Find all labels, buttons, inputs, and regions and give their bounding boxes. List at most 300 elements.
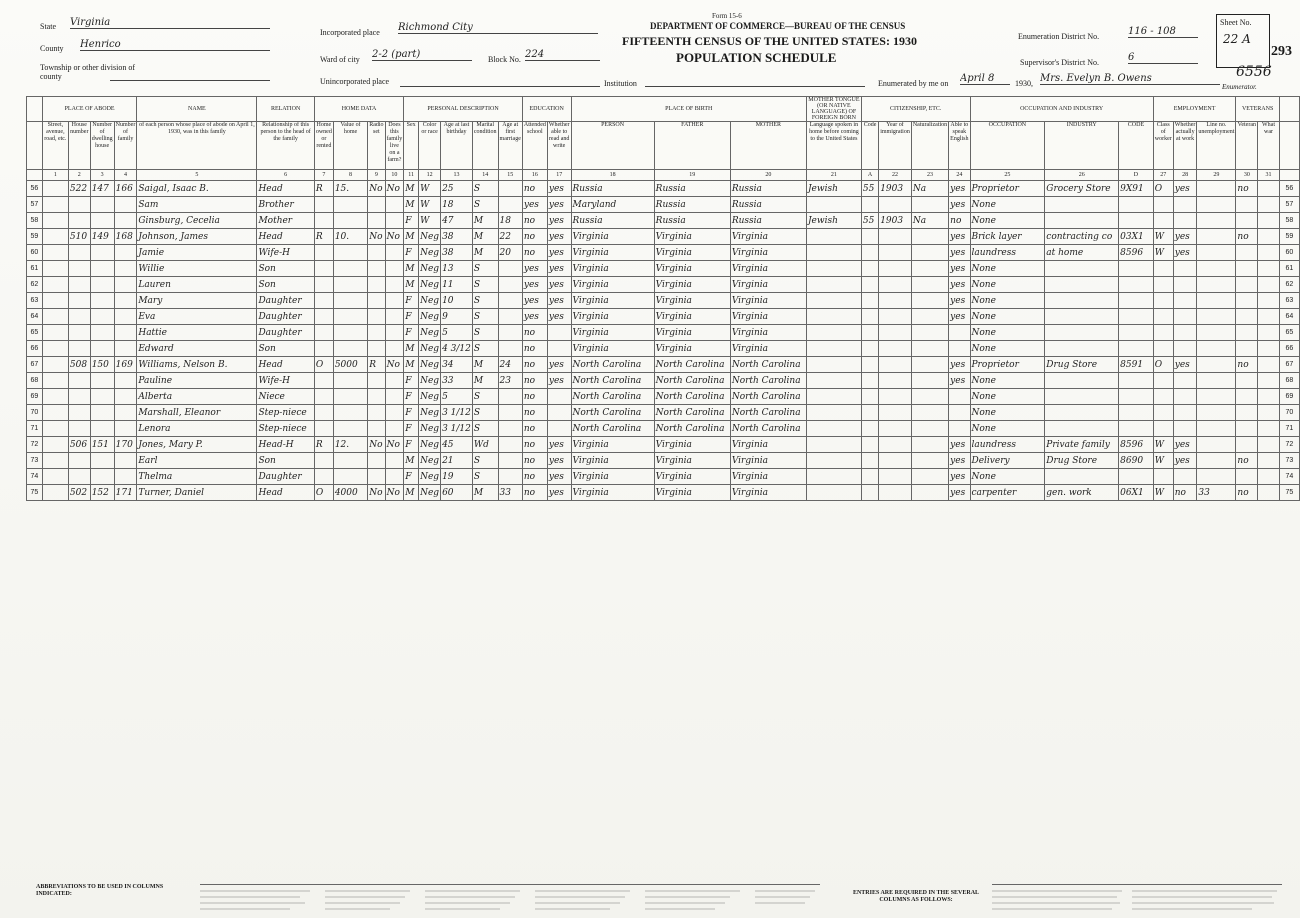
at-work-cell xyxy=(1173,341,1197,357)
family-number-cell xyxy=(114,213,137,229)
school-cell: no xyxy=(522,357,547,373)
age-cell: 3 1/12 xyxy=(441,421,473,437)
family-number-cell: 168 xyxy=(114,229,137,245)
column-number xyxy=(27,170,43,181)
race-cell: Neg xyxy=(419,341,441,357)
race-cell: Neg xyxy=(419,309,441,325)
code-cell xyxy=(861,245,878,261)
code-cell xyxy=(861,421,878,437)
occupation-code-cell xyxy=(1119,341,1154,357)
line-number: 73 xyxy=(27,453,43,469)
column-number xyxy=(1279,170,1299,181)
mother-birthplace-cell: Virginia xyxy=(730,293,806,309)
dwelling-number-cell xyxy=(90,389,114,405)
radio-cell xyxy=(368,277,385,293)
abbreviations-text-lines xyxy=(200,885,820,913)
war-cell xyxy=(1258,181,1280,197)
sex-cell: F xyxy=(404,293,419,309)
literacy-cell: yes xyxy=(547,197,571,213)
unemployment-line-cell xyxy=(1197,341,1236,357)
street-cell xyxy=(42,229,68,245)
relation-cell: Brother xyxy=(257,197,314,213)
occupation-code-cell xyxy=(1119,261,1154,277)
radio-cell: R xyxy=(368,357,385,373)
home-tenure-cell xyxy=(314,309,333,325)
column-header: of each person whose place of abode on April 1, 1930, was in this family xyxy=(137,122,257,170)
column-number: 1 xyxy=(42,170,68,181)
father-birthplace-cell: Virginia xyxy=(654,261,730,277)
speaks-english-cell: yes xyxy=(949,357,970,373)
war-cell xyxy=(1258,341,1280,357)
dwelling-number-cell: 150 xyxy=(90,357,114,373)
war-cell xyxy=(1258,373,1280,389)
industry-cell xyxy=(1045,405,1119,421)
column-header: Does this family live on a farm? xyxy=(385,122,404,170)
birthplace-cell: Russia xyxy=(571,213,654,229)
age-cell: 5 xyxy=(441,325,473,341)
literacy-cell: yes xyxy=(547,357,571,373)
line-number: 71 xyxy=(27,421,43,437)
birthplace-cell: North Carolina xyxy=(571,405,654,421)
home-value-cell: 12. xyxy=(333,437,367,453)
column-number: 24 xyxy=(949,170,970,181)
war-cell xyxy=(1258,213,1280,229)
house-number-cell xyxy=(68,341,90,357)
farm-cell xyxy=(385,453,404,469)
stamp-number: 293 xyxy=(1271,44,1292,59)
speaks-english-cell: no xyxy=(949,213,970,229)
unincorporated-line xyxy=(400,86,600,87)
age-first-marriage-cell: 24 xyxy=(498,357,522,373)
dwelling-number-cell xyxy=(90,261,114,277)
occupation-cell: None xyxy=(970,389,1045,405)
literacy-cell: yes xyxy=(547,261,571,277)
relation-cell: Head xyxy=(257,485,314,501)
column-number: 22 xyxy=(879,170,912,181)
naturalization-cell xyxy=(911,421,948,437)
line-number-right: 59 xyxy=(1279,229,1299,245)
home-value-cell xyxy=(333,373,367,389)
column-header: Age at first marriage xyxy=(498,122,522,170)
radio-cell xyxy=(368,469,385,485)
dwelling-number-cell xyxy=(90,405,114,421)
mother-tongue-cell xyxy=(806,309,861,325)
line-number-right: 66 xyxy=(1279,341,1299,357)
group-header: VETERANS xyxy=(1236,97,1279,122)
father-birthplace-cell: Virginia xyxy=(654,325,730,341)
unemployment-line-cell xyxy=(1197,309,1236,325)
veteran-cell xyxy=(1236,293,1258,309)
mother-birthplace-cell: Russia xyxy=(730,213,806,229)
farm-cell xyxy=(385,261,404,277)
sup-district-value: 6 xyxy=(1128,52,1198,64)
immigration-year-cell xyxy=(879,197,912,213)
sheet-label: Sheet No. xyxy=(1220,18,1252,27)
birthplace-cell: Virginia xyxy=(571,469,654,485)
group-header: EDUCATION xyxy=(522,97,571,122)
immigration-year-cell: 1903 xyxy=(879,213,912,229)
industry-cell xyxy=(1045,325,1119,341)
literacy-cell: yes xyxy=(547,213,571,229)
speaks-english-cell: yes xyxy=(949,229,970,245)
line-number: 72 xyxy=(27,437,43,453)
corner-number: 6556 xyxy=(1236,64,1272,80)
code-cell xyxy=(861,309,878,325)
column-number: 15 xyxy=(498,170,522,181)
class-of-worker-cell xyxy=(1153,309,1173,325)
unemployment-line-cell xyxy=(1197,229,1236,245)
war-cell xyxy=(1258,277,1280,293)
occupation-code-cell: 8596 xyxy=(1119,245,1154,261)
code-cell xyxy=(861,469,878,485)
relation-cell: Son xyxy=(257,261,314,277)
occupation-cell: None xyxy=(970,277,1045,293)
father-birthplace-cell: Virginia xyxy=(654,437,730,453)
street-cell xyxy=(42,421,68,437)
literacy-cell: yes xyxy=(547,469,571,485)
street-cell xyxy=(42,341,68,357)
group-header: EMPLOYMENT xyxy=(1153,97,1236,122)
relation-cell: Wife-H xyxy=(257,245,314,261)
column-number: 30 xyxy=(1236,170,1258,181)
house-number-cell: 506 xyxy=(68,437,90,453)
class-of-worker-cell: O xyxy=(1153,181,1173,197)
race-cell: W xyxy=(419,181,441,197)
incorporated-place-label: Incorporated place xyxy=(320,28,380,37)
code-cell xyxy=(861,389,878,405)
sex-cell: F xyxy=(404,421,419,437)
column-number: 9 xyxy=(368,170,385,181)
occupation-code-cell xyxy=(1119,293,1154,309)
marital-cell: S xyxy=(472,341,498,357)
institution-line xyxy=(645,86,865,87)
street-cell xyxy=(42,373,68,389)
home-value-cell xyxy=(333,309,367,325)
line-number: 66 xyxy=(27,341,43,357)
radio-cell xyxy=(368,325,385,341)
farm-cell xyxy=(385,213,404,229)
radio-cell xyxy=(368,293,385,309)
mother-birthplace-cell: Virginia xyxy=(730,341,806,357)
naturalization-cell xyxy=(911,197,948,213)
column-header: Home owned or rented xyxy=(314,122,333,170)
table-row xyxy=(27,293,1300,309)
family-number-cell xyxy=(114,405,137,421)
naturalization-cell xyxy=(911,245,948,261)
line-number-right: 69 xyxy=(1279,389,1299,405)
column-number: 20 xyxy=(730,170,806,181)
line-number-right: 56 xyxy=(1279,181,1299,197)
home-value-cell xyxy=(333,245,367,261)
family-number-cell: 169 xyxy=(114,357,137,373)
birthplace-cell: North Carolina xyxy=(571,389,654,405)
literacy-cell: yes xyxy=(547,245,571,261)
industry-cell xyxy=(1045,341,1119,357)
occupation-code-cell xyxy=(1119,389,1154,405)
race-cell: Neg xyxy=(419,357,441,373)
person-name-cell: Williams, Nelson B. xyxy=(137,357,257,373)
home-tenure-cell: R xyxy=(314,437,333,453)
age-cell: 21 xyxy=(441,453,473,469)
dwelling-number-cell: 152 xyxy=(90,485,114,501)
home-tenure-cell: R xyxy=(314,181,333,197)
veteran-cell xyxy=(1236,341,1258,357)
farm-cell: No xyxy=(385,181,404,197)
home-tenure-cell xyxy=(314,373,333,389)
home-value-cell: 10. xyxy=(333,229,367,245)
speaks-english-cell: yes xyxy=(949,469,970,485)
occupation-cell: None xyxy=(970,373,1045,389)
occupation-cell: None xyxy=(970,197,1045,213)
mother-tongue-cell xyxy=(806,341,861,357)
age-cell: 60 xyxy=(441,485,473,501)
group-header-row xyxy=(27,97,1300,122)
marital-cell: M xyxy=(472,373,498,389)
column-header: Whether able to read and write xyxy=(547,122,571,170)
race-cell: Neg xyxy=(419,277,441,293)
table-row xyxy=(27,181,1300,197)
group-header: PERSONAL DESCRIPTION xyxy=(404,97,523,122)
school-cell: no xyxy=(522,389,547,405)
code-cell xyxy=(861,373,878,389)
mother-tongue-cell xyxy=(806,245,861,261)
farm-cell: No xyxy=(385,485,404,501)
table-row xyxy=(27,357,1300,373)
at-work-cell xyxy=(1173,405,1197,421)
family-number-cell xyxy=(114,277,137,293)
occupation-cell: laundress xyxy=(970,245,1045,261)
group-header: PLACE OF ABODE xyxy=(42,97,137,122)
at-work-cell xyxy=(1173,325,1197,341)
code-cell xyxy=(861,357,878,373)
person-name-cell: Hattie xyxy=(137,325,257,341)
school-cell: yes xyxy=(522,309,547,325)
age-first-marriage-cell xyxy=(498,293,522,309)
table-row xyxy=(27,277,1300,293)
industry-cell xyxy=(1045,421,1119,437)
column-number: 8 xyxy=(333,170,367,181)
line-number: 63 xyxy=(27,293,43,309)
industry-cell: Private family xyxy=(1045,437,1119,453)
house-number-cell xyxy=(68,373,90,389)
mother-birthplace-cell: Virginia xyxy=(730,277,806,293)
line-number-right: 58 xyxy=(1279,213,1299,229)
column-header: Veteran xyxy=(1236,122,1258,170)
marital-cell: S xyxy=(472,293,498,309)
age-cell: 11 xyxy=(441,277,473,293)
immigration-year-cell: 1903 xyxy=(879,181,912,197)
line-number: 64 xyxy=(27,309,43,325)
column-header: Able to speak English xyxy=(949,122,970,170)
line-number-right: 75 xyxy=(1279,485,1299,501)
literacy-cell: yes xyxy=(547,293,571,309)
birthplace-cell: Virginia xyxy=(571,229,654,245)
immigration-year-cell xyxy=(879,421,912,437)
industry-cell: Drug Store xyxy=(1045,453,1119,469)
group-header: MOTHER TONGUE (OR NATIVE LANGUAGE) OF FOREIGN BORN xyxy=(808,97,860,121)
house-number-cell xyxy=(68,309,90,325)
house-number-cell xyxy=(68,405,90,421)
mother-tongue-cell xyxy=(806,421,861,437)
table-row xyxy=(27,341,1300,357)
enumerated-label: Enumerated by me on xyxy=(878,79,949,88)
column-header: Number of family xyxy=(114,122,137,170)
war-cell xyxy=(1258,229,1280,245)
industry-cell xyxy=(1045,293,1119,309)
column-header xyxy=(27,122,43,170)
unemployment-line-cell xyxy=(1197,245,1236,261)
mother-birthplace-cell: Virginia xyxy=(730,469,806,485)
school-cell: no xyxy=(522,341,547,357)
dwelling-number-cell xyxy=(90,309,114,325)
dwelling-number-cell xyxy=(90,245,114,261)
column-header: Radio set xyxy=(368,122,385,170)
enumerator-name: Mrs. Evelyn B. Owens xyxy=(1040,73,1220,85)
relation-cell: Niece xyxy=(257,389,314,405)
farm-cell xyxy=(385,405,404,421)
mother-tongue-cell xyxy=(806,357,861,373)
industry-cell: gen. work xyxy=(1045,485,1119,501)
birthplace-cell: North Carolina xyxy=(571,373,654,389)
column-number: 31 xyxy=(1258,170,1280,181)
table-row xyxy=(27,229,1300,245)
immigration-year-cell xyxy=(879,245,912,261)
literacy-cell: yes xyxy=(547,181,571,197)
age-first-marriage-cell xyxy=(498,437,522,453)
house-number-cell xyxy=(68,245,90,261)
race-cell: W xyxy=(419,197,441,213)
immigration-year-cell xyxy=(879,469,912,485)
war-cell xyxy=(1258,261,1280,277)
marital-cell: Wd xyxy=(472,437,498,453)
abbreviations-title: ABBREVIATIONS TO BE USED IN COLUMNS INDICATED: xyxy=(36,884,164,897)
mother-birthplace-cell: Virginia xyxy=(730,437,806,453)
column-number: 29 xyxy=(1197,170,1236,181)
relation-cell: Head xyxy=(257,229,314,245)
at-work-cell: yes xyxy=(1173,229,1197,245)
age-cell: 3 1/12 xyxy=(441,405,473,421)
naturalization-cell xyxy=(911,469,948,485)
group-header: HOME DATA xyxy=(314,97,403,122)
dwelling-number-cell xyxy=(90,197,114,213)
veteran-cell xyxy=(1236,437,1258,453)
person-name-cell: Lenora xyxy=(137,421,257,437)
column-number: 12 xyxy=(419,170,441,181)
literacy-cell xyxy=(547,405,571,421)
occupation-cell: Proprietor xyxy=(970,181,1045,197)
marital-cell: M xyxy=(472,229,498,245)
age-first-marriage-cell xyxy=(498,405,522,421)
unemployment-line-cell xyxy=(1197,421,1236,437)
veteran-cell xyxy=(1236,277,1258,293)
marital-cell: M xyxy=(472,485,498,501)
line-number-right: 74 xyxy=(1279,469,1299,485)
unemployment-line-cell xyxy=(1197,213,1236,229)
relation-cell: Daughter xyxy=(257,469,314,485)
mother-birthplace-cell: Virginia xyxy=(730,245,806,261)
code-cell xyxy=(861,325,878,341)
occupation-cell: Brick layer xyxy=(970,229,1045,245)
line-number: 61 xyxy=(27,261,43,277)
table-row xyxy=(27,437,1300,453)
mother-birthplace-cell: North Carolina xyxy=(730,421,806,437)
marital-cell: S xyxy=(472,325,498,341)
speaks-english-cell xyxy=(949,421,970,437)
class-of-worker-cell xyxy=(1153,261,1173,277)
farm-cell xyxy=(385,469,404,485)
class-of-worker-cell xyxy=(1153,373,1173,389)
mother-birthplace-cell: Russia xyxy=(730,181,806,197)
occupation-cell: None xyxy=(970,293,1045,309)
dwelling-number-cell: 149 xyxy=(90,229,114,245)
age-first-marriage-cell: 18 xyxy=(498,213,522,229)
home-value-cell xyxy=(333,341,367,357)
relation-cell: Daughter xyxy=(257,293,314,309)
person-name-cell: Sam xyxy=(137,197,257,213)
column-number: A xyxy=(861,170,878,181)
street-cell xyxy=(42,261,68,277)
table-row xyxy=(27,421,1300,437)
naturalization-cell: Na xyxy=(911,181,948,197)
home-value-cell xyxy=(333,197,367,213)
occupation-cell: None xyxy=(970,261,1045,277)
war-cell xyxy=(1258,437,1280,453)
industry-cell xyxy=(1045,197,1119,213)
table-row xyxy=(27,373,1300,389)
group-header: NAME xyxy=(137,97,257,122)
column-number: 21 xyxy=(806,170,861,181)
mother-birthplace-cell: North Carolina xyxy=(730,389,806,405)
occupation-cell: None xyxy=(970,469,1045,485)
age-cell: 4 3/12 xyxy=(441,341,473,357)
house-number-cell: 508 xyxy=(68,357,90,373)
line-number-right: 67 xyxy=(1279,357,1299,373)
age-cell: 33 xyxy=(441,373,473,389)
person-name-cell: Johnson, James xyxy=(137,229,257,245)
column-number-row xyxy=(27,170,1300,181)
person-name-cell: Saigal, Isaac B. xyxy=(137,181,257,197)
line-number: 56 xyxy=(27,181,43,197)
home-tenure-cell xyxy=(314,421,333,437)
war-cell xyxy=(1258,293,1280,309)
family-number-cell: 171 xyxy=(114,485,137,501)
immigration-year-cell xyxy=(879,405,912,421)
birthplace-cell: Virginia xyxy=(571,325,654,341)
sheet-number-box xyxy=(1216,14,1270,68)
column-header: Age at last birthday xyxy=(441,122,473,170)
sex-cell: F xyxy=(404,325,419,341)
school-cell: no xyxy=(522,213,547,229)
column-header: Year of immigration xyxy=(879,122,912,170)
sex-cell: F xyxy=(404,245,419,261)
family-number-cell: 170 xyxy=(114,437,137,453)
war-cell xyxy=(1258,309,1280,325)
line-number: 58 xyxy=(27,213,43,229)
person-name-cell: Willie xyxy=(137,261,257,277)
column-number: 17 xyxy=(547,170,571,181)
street-cell xyxy=(42,293,68,309)
street-cell xyxy=(42,389,68,405)
age-first-marriage-cell xyxy=(498,181,522,197)
column-header: Language spoken in home before coming to the United States xyxy=(806,122,861,170)
race-cell: Neg xyxy=(419,453,441,469)
war-cell xyxy=(1258,453,1280,469)
industry-cell xyxy=(1045,261,1119,277)
at-work-cell xyxy=(1173,277,1197,293)
column-header: MOTHER xyxy=(730,122,806,170)
home-tenure-cell xyxy=(314,261,333,277)
birthplace-cell: Virginia xyxy=(571,341,654,357)
